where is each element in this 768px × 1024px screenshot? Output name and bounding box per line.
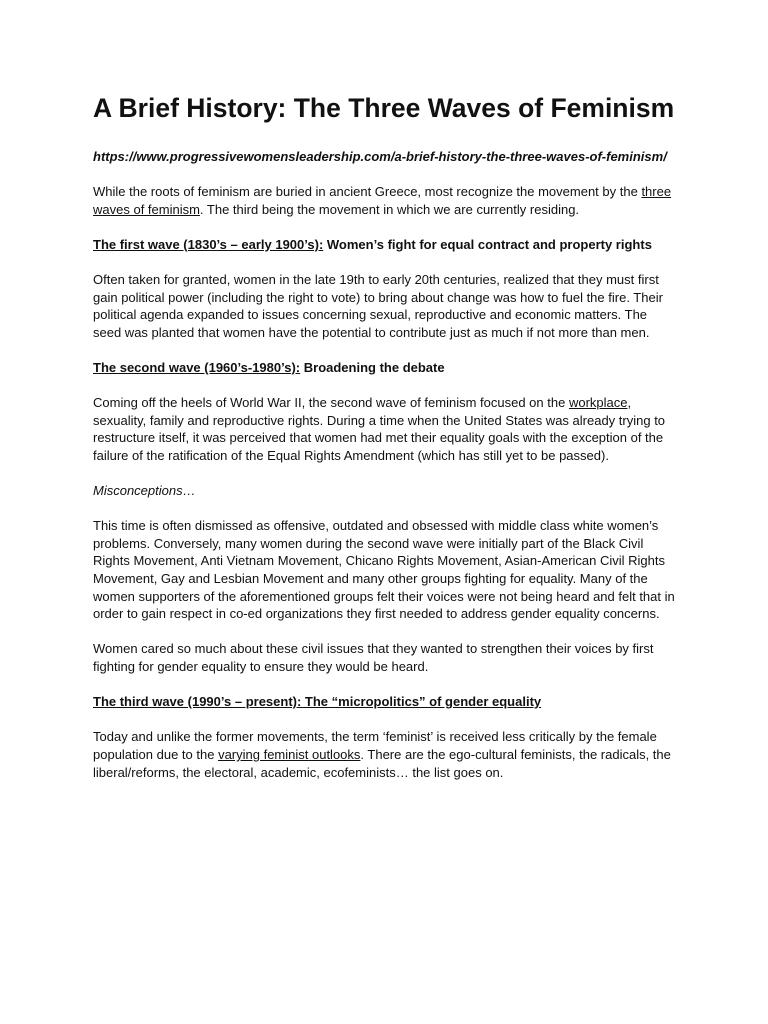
third-wave-body: [93, 728, 676, 781]
third-wave-body-before: Today and unlike the former movements, the term ‘feminist’ is received less critically by the female population due to the: [93, 729, 657, 762]
page-title: A Brief History: The Three Waves of Feminism: [93, 93, 675, 123]
second-wave-body: [93, 394, 676, 464]
intro-text-before: While the roots of feminism are buried in ancient Greece, most recognize the movement by the: [93, 184, 642, 199]
second-wave-heading-underlined: The second wave (1960’s-1980’s):: [93, 359, 301, 375]
source-url: https://www.progressivewomensleadership.com/a-brief-history-the-three-waves-of-feminism/: [93, 149, 667, 164]
second-wave-body-after: , sexuality, family and reproductive rights. During a time when the United States was already trying to restructure itself, it was perceived that women had met their equality goals with the exception of the failure of the ratification of the Equal Rights Amendment (which has still yet to be passed).: [93, 395, 666, 463]
second-wave-heading: [93, 359, 676, 377]
second-wave-body-before: Coming off the heels of World War II, the second wave of feminism focused on the: [93, 395, 569, 411]
third-wave-heading: The third wave (1990’s – present): The “micropolitics” of gender equality: [93, 694, 542, 710]
civil-issues-body: Women cared so much about these civil issues that they wanted to strengthen their voices by first fighting for gender equality to ensure they would be heard.: [93, 641, 654, 675]
first-wave-heading-rest: Women’s fight for equal contract and property rights: [323, 236, 652, 252]
misconceptions-label: Misconceptions…: [93, 483, 196, 499]
second-wave-heading-rest: Broadening the debate: [300, 359, 445, 375]
varying-outlooks-link[interactable]: varying feminist outlooks: [218, 747, 361, 762]
workplace-link[interactable]: workplace: [568, 395, 628, 411]
third-wave-body-after: . There are the ego-cultural feminists, the radicals, the liberal/reforms, the electoral, academic, ecofeminists… the list goes on.: [93, 747, 671, 780]
intro-text-after: . The third being the movement in which we are currently residing.: [199, 201, 580, 217]
first-wave-heading-underlined: The first wave (1830’s – early 1900’s):: [93, 236, 324, 252]
first-wave-heading: [93, 236, 676, 254]
intro-paragraph: [93, 183, 676, 218]
misconceptions-body: This time is often dismissed as offensive, outdated and obsessed with middle class white women’s problems. Conversely, many women during the second wave were initially part of the Black Civil Rights Movement, Anti Vietnam Movement, Chicano Rights Movement, Asian-American Civil Rights Movement, Gay and Lesbian Movement and many other groups fighting for equality. Many of the women supporters of the aforementioned groups felt their voices were not being heard and felt that in order to gain respect in co-ed organizations they first needed to address gender equality concerns.: [93, 518, 675, 622]
first-wave-body: Often taken for granted, women in the late 19th to early 20th centuries, realized that they must first gain political power (including the right to vote) to bring about change was how to fuel the fire. Their political agenda expanded to issues concerning sexual, reproductive and economic matters. The seed was planted that women have the potential to contribute just as much if not more than men.: [93, 271, 663, 340]
three-waves-link[interactable]: three waves of feminism: [93, 184, 672, 217]
